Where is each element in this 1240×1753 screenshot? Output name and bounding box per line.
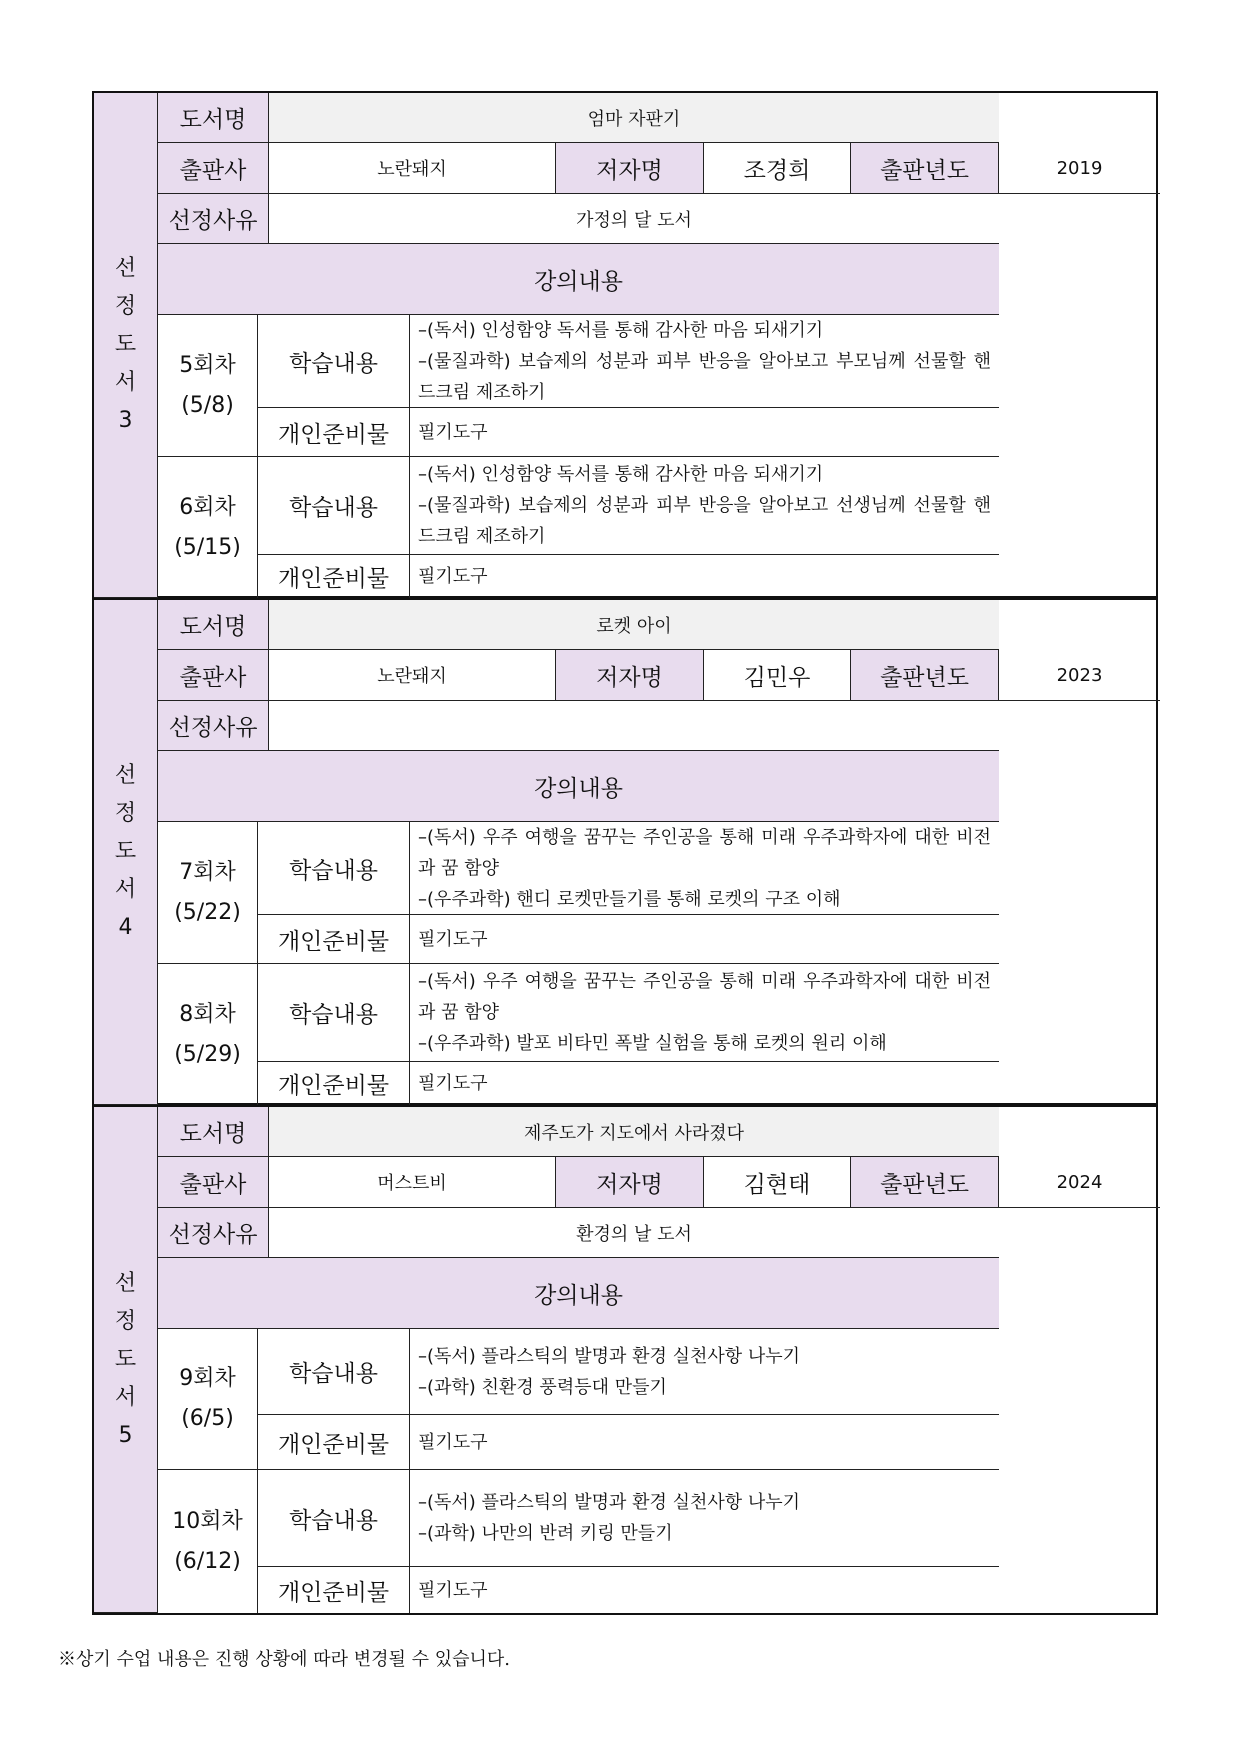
publisher-value: 노란돼지 (269, 650, 556, 701)
prep-value: 필기도구 (410, 915, 999, 964)
author-label: 저자명 (556, 1157, 704, 1208)
author-value: 조경희 (704, 143, 851, 194)
book-title: 제주도가 지도에서 사라졌다 (269, 1107, 999, 1157)
book-title: 엄마 자판기 (269, 93, 999, 143)
section-label: 선 정 도 서 3 (94, 93, 158, 598)
lecture-header: 강의내용 (158, 244, 999, 315)
reason-label: 선정사유 (158, 194, 269, 244)
title-label: 도서명 (158, 1107, 269, 1157)
year-value: 2019 (999, 143, 1160, 194)
book-section-3 (92, 91, 1158, 598)
author-label: 저자명 (556, 650, 704, 701)
session-number: 9회차 (6/5) (158, 1329, 258, 1470)
section-label: 선 정 도 서 4 (94, 600, 158, 1105)
session-number: 5회차 (5/8) (158, 315, 258, 457)
session-number: 8회차 (5/29) (158, 964, 258, 1105)
publisher-label: 출판사 (158, 650, 269, 701)
author-value: 김민우 (704, 650, 851, 701)
publisher-value: 머스트비 (269, 1157, 556, 1208)
prep-value: 필기도구 (410, 408, 999, 457)
content-value: –(독서) 우주 여행을 꿈꾸는 주인공을 통해 미래 우주과학자에 대한 비전과 꿈 함양 –(우주과학) 발포 비타민 폭발 실험을 통해 로켓의 원리 이해 (410, 964, 999, 1062)
year-value: 2024 (999, 1157, 1160, 1208)
prep-value: 필기도구 (418, 566, 488, 587)
content-label: 학습내용 (258, 315, 410, 408)
content-label: 학습내용 (258, 964, 410, 1062)
reason-value: 환경의 날 도서 (269, 1208, 999, 1258)
author-label: 저자명 (556, 143, 704, 194)
prep-value: 필기도구 (418, 1073, 488, 1094)
author-value: 김현태 (704, 1157, 851, 1208)
publisher-label: 출판사 (158, 143, 269, 194)
prep-label: 개인준비물 (258, 1415, 410, 1470)
reason-label: 선정사유 (158, 1208, 269, 1258)
year-label: 출판년도 (851, 143, 999, 194)
book-title: 로켓 아이 (269, 600, 999, 650)
lecture-header: 강의내용 (158, 751, 999, 822)
reason-label: 선정사유 (158, 701, 269, 751)
title-label: 도서명 (158, 93, 269, 143)
reason-value (269, 701, 999, 751)
title-label: 도서명 (158, 600, 269, 650)
year-label: 출판년도 (851, 650, 999, 701)
content-label: 학습내용 (258, 1329, 410, 1415)
footnote: ※상기 수업 내용은 진행 상황에 따라 변경될 수 있습니다. (58, 1649, 511, 1670)
year-value: 2023 (999, 650, 1160, 701)
prep-label: 개인준비물 (258, 555, 410, 598)
year-label: 출판년도 (851, 1157, 999, 1208)
publisher-value: 노란돼지 (269, 143, 556, 194)
content-value: –(독서) 플라스틱의 발명과 환경 실천사항 나누기 –(과학) 친환경 풍력등대 만들기 (410, 1329, 999, 1415)
content-value: –(독서) 우주 여행을 꿈꾸는 주인공을 통해 미래 우주과학자에 대한 비전과 꿈 함양 –(우주과학) 핸디 로켓만들기를 통해 로켓의 구조 이해 (410, 822, 999, 915)
session-number: 10회차 (6/12) (158, 1470, 258, 1613)
prep-label: 개인준비물 (258, 408, 410, 457)
book-section-5 (92, 1105, 1158, 1615)
prep-value: 필기도구 (410, 1415, 999, 1470)
content-value: –(독서) 인성함양 독서를 통해 감사한 마음 되새기기 –(물질과학) 보습제의 성분과 피부 반응을 알아보고 선생님께 선물할 핸드크림 제조하기 (410, 457, 999, 555)
lecture-header: 강의내용 (158, 1258, 999, 1329)
content-label: 학습내용 (258, 822, 410, 915)
prep-label: 개인준비물 (258, 915, 410, 964)
content-value: –(독서) 플라스틱의 발명과 환경 실천사항 나누기 –(과학) 나만의 반려 키링 만들기 (410, 1470, 999, 1567)
publisher-label: 출판사 (158, 1157, 269, 1208)
content-value: –(독서) 인성함양 독서를 통해 감사한 마음 되새기기 –(물질과학) 보습제의 성분과 피부 반응을 알아보고 부모님께 선물할 핸드크림 제조하기 (410, 315, 999, 408)
prep-value: 필기도구 (418, 1579, 488, 1601)
content-label: 학습내용 (258, 1470, 410, 1567)
reason-value: 가정의 달 도서 (269, 194, 999, 244)
session-number: 6회차 (5/15) (158, 457, 258, 598)
prep-label: 개인준비물 (258, 1567, 410, 1613)
section-label: 선 정 도 서 5 (94, 1107, 158, 1613)
book-section-4 (92, 598, 1158, 1105)
session-number: 7회차 (5/22) (158, 822, 258, 964)
content-label: 학습내용 (258, 457, 410, 555)
prep-label: 개인준비물 (258, 1062, 410, 1105)
